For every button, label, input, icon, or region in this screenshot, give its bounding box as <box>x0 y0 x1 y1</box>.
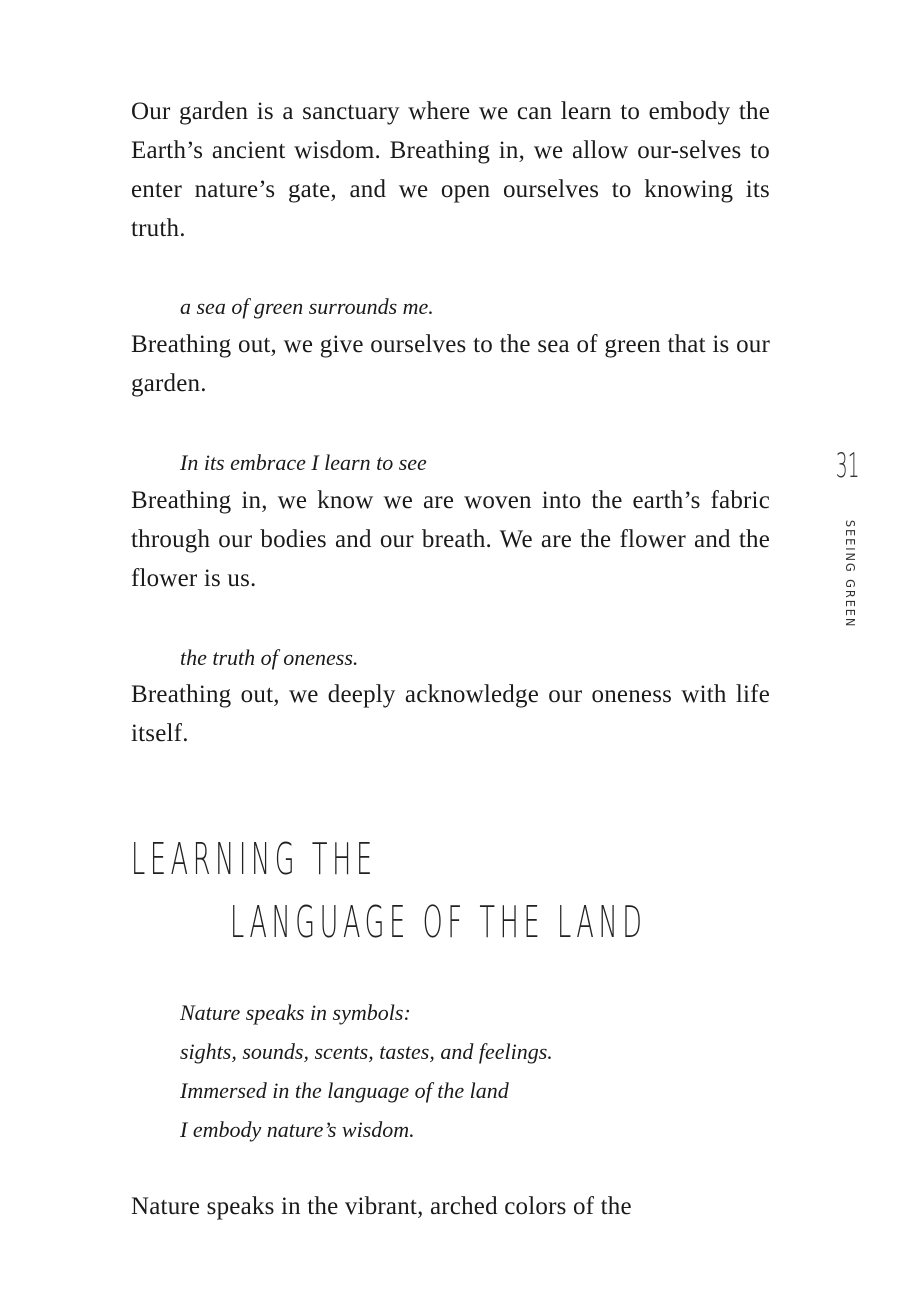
paragraph-nature-speaks: Nature speaks in the vibrant, arched colors of the <box>131 1193 632 1220</box>
page-number: 31 <box>835 446 860 486</box>
running-head: SEEING GREEN <box>843 519 857 629</box>
verse-line-oneness: the truth of oneness. <box>180 645 359 670</box>
poem-line: I embody nature’s wisdom. <box>180 1117 415 1142</box>
verse-line-embrace: In its embrace I learn to see <box>180 450 427 475</box>
poem-line: Immersed in the language of the land <box>180 1078 509 1103</box>
verse-line-sea-of-green: a sea of green surrounds me. <box>180 294 434 319</box>
section-heading-line-1: LEARNING THE <box>131 834 377 885</box>
epigraph-poem <box>180 993 553 1149</box>
paragraph-breathing-in-woven: Breathing in, we know we are woven into the earth’s fabric through our bodies and our breath. We are the flower and the flower is us. <box>131 487 770 592</box>
poem-line: sights, sounds, scents, tastes, and feelings. <box>180 1039 553 1064</box>
paragraph-garden-sanctuary: Our garden is a sanctuary where we can learn to embody the Earth’s ancient wisdom. Breathing in, we allow our-selves to enter nature’s gate, and we open ourselves to knowing its truth. <box>131 98 770 242</box>
poem-line: Nature speaks in symbols: <box>180 1000 411 1025</box>
section-heading-line-2: LANGUAGE OF THE LAND <box>230 897 647 948</box>
paragraph-breathing-out-garden: Breathing out, we give ourselves to the sea of green that is our garden. <box>131 331 770 397</box>
folio <box>829 446 859 486</box>
paragraph-breathing-out-oneness: Breathing out, we deeply acknowledge our oneness with life itself. <box>131 681 770 747</box>
